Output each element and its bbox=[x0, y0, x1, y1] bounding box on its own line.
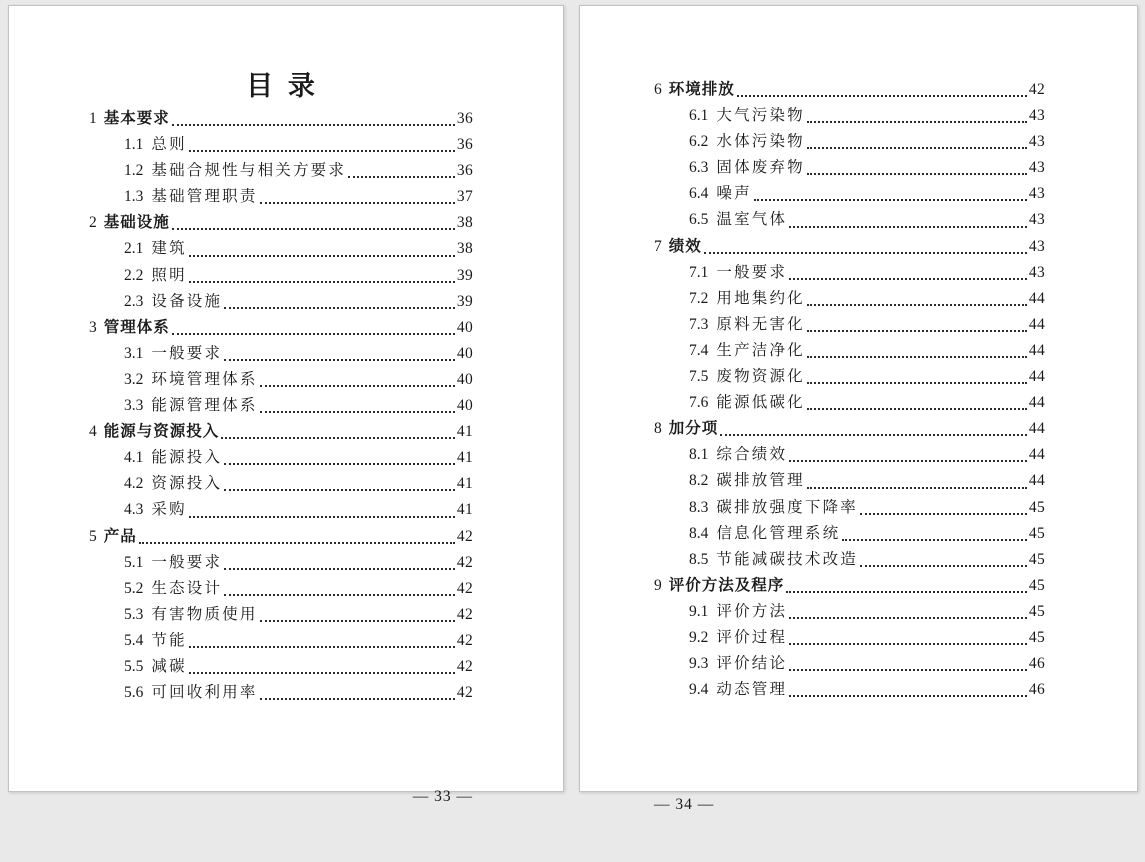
toc-leader-dots bbox=[805, 364, 1029, 390]
toc-entry-title: 基础设施 bbox=[103, 214, 170, 232]
toc-entry-title: 评价结论 bbox=[716, 655, 788, 673]
toc-entry-number: 2.1 bbox=[124, 240, 144, 258]
toc-entry-title: 综合绩效 bbox=[716, 446, 788, 464]
toc-entry-pagenum: 40 bbox=[456, 318, 473, 336]
toc-entry-number: 5.6 bbox=[124, 684, 144, 702]
toc-leader-dots bbox=[258, 680, 457, 706]
toc-entry[interactable] bbox=[654, 390, 1045, 416]
toc-leader-dots bbox=[170, 315, 457, 341]
toc-entry-pagenum: 45 bbox=[1028, 524, 1045, 542]
toc-entry-title: 减碳 bbox=[151, 657, 187, 675]
toc-entry-number: 2 bbox=[89, 214, 97, 232]
toc-leader-dots bbox=[787, 442, 1029, 468]
toc-entry-number: 8.1 bbox=[689, 446, 709, 464]
toc-entry-number: 4.3 bbox=[124, 501, 144, 519]
toc-entry-number: 5.2 bbox=[124, 579, 144, 597]
toc-entry[interactable] bbox=[89, 210, 473, 236]
toc-entry-number: 6.5 bbox=[689, 211, 709, 229]
toc-entry[interactable] bbox=[89, 445, 473, 471]
toc-entry[interactable] bbox=[89, 654, 473, 680]
toc-entry-pagenum: 43 bbox=[1028, 237, 1045, 255]
toc-entry[interactable] bbox=[89, 367, 473, 393]
toc-entry-pagenum: 36 bbox=[456, 110, 473, 127]
toc-entry[interactable] bbox=[654, 312, 1045, 338]
toc-entry[interactable] bbox=[89, 289, 473, 315]
toc-leader-dots bbox=[784, 573, 1029, 599]
toc-entry[interactable] bbox=[654, 338, 1045, 364]
page-33 bbox=[8, 5, 564, 805]
toc-entry[interactable] bbox=[654, 547, 1045, 573]
toc-leader-dots bbox=[170, 106, 457, 132]
toc-leader-dots bbox=[346, 158, 457, 184]
toc-entry-number: 8 bbox=[654, 420, 662, 438]
toc-leader-dots bbox=[222, 289, 457, 315]
toc-entry-number: 8.5 bbox=[689, 550, 709, 568]
toc-entry-title: 节能减碳技术改造 bbox=[716, 550, 858, 568]
toc-entry-pagenum: 43 bbox=[1028, 263, 1045, 281]
toc-entry-number: 3 bbox=[89, 318, 97, 336]
toc-entry-pagenum: 43 bbox=[1028, 185, 1045, 203]
toc-entry[interactable] bbox=[654, 495, 1045, 521]
toc-entry-title: 水体污染物 bbox=[716, 133, 805, 151]
toc-entry-number: 6 bbox=[654, 81, 662, 98]
toc-leader-dots bbox=[137, 524, 457, 550]
toc-leader-dots bbox=[258, 367, 457, 393]
toc-entry-pagenum: 40 bbox=[456, 344, 473, 362]
toc-entry-number: 9.3 bbox=[689, 655, 709, 673]
toc-entry-number: 7 bbox=[654, 237, 662, 255]
toc-entry-pagenum: 40 bbox=[456, 397, 473, 415]
toc-leader-dots bbox=[187, 236, 457, 262]
toc-leader-dots bbox=[787, 677, 1029, 703]
page-34 bbox=[579, 5, 1138, 813]
toc-entry-pagenum: 36 bbox=[456, 162, 473, 180]
toc-entry-number: 1.2 bbox=[124, 162, 144, 180]
toc-leader-dots bbox=[805, 286, 1029, 312]
toc-leader-dots bbox=[752, 181, 1029, 207]
toc-entry-title: 用地集约化 bbox=[716, 289, 805, 307]
toc-entry-pagenum: 43 bbox=[1028, 211, 1045, 229]
toc-entry-title: 基础合规性与相关方要求 bbox=[151, 162, 347, 180]
toc-entry[interactable] bbox=[89, 628, 473, 654]
toc-entry-title: 照明 bbox=[151, 266, 187, 284]
toc-entry-title: 有害物质使用 bbox=[151, 605, 258, 623]
toc-entry-number: 7.2 bbox=[689, 289, 709, 307]
toc-leader-dots bbox=[858, 495, 1029, 521]
toc-entry-number: 9 bbox=[654, 576, 662, 594]
toc-entry-number: 6.4 bbox=[689, 185, 709, 203]
toc-entry-pagenum: 37 bbox=[456, 188, 473, 206]
toc-leader-dots bbox=[805, 468, 1029, 494]
toc-entry-title: 固体废弃物 bbox=[716, 159, 805, 177]
toc-entry-number: 7.5 bbox=[689, 368, 709, 386]
toc-entry-pagenum: 42 bbox=[456, 553, 473, 571]
toc-entry-pagenum: 42 bbox=[456, 657, 473, 675]
toc-entry[interactable] bbox=[89, 132, 473, 158]
toc-entry[interactable] bbox=[654, 77, 1045, 103]
toc-entry-pagenum: 42 bbox=[456, 684, 473, 702]
toc-entry-number: 8.4 bbox=[689, 524, 709, 542]
toc-leader-dots bbox=[858, 547, 1029, 573]
toc-entry-title: 总则 bbox=[151, 136, 187, 154]
toc-entry-title: 碳排放管理 bbox=[716, 472, 805, 490]
toc-entry[interactable] bbox=[654, 207, 1045, 233]
toc-entry[interactable] bbox=[654, 573, 1045, 599]
toc-leader-dots bbox=[805, 338, 1029, 364]
toc-leader-dots bbox=[187, 654, 457, 680]
page-34-content bbox=[580, 77, 1137, 862]
toc-entry[interactable] bbox=[654, 468, 1045, 494]
toc-leader-dots bbox=[787, 625, 1029, 651]
toc-leader-dots bbox=[222, 471, 457, 497]
toc-leader-dots bbox=[222, 445, 457, 471]
toc-entry-pagenum: 44 bbox=[1028, 368, 1045, 386]
page-33-content bbox=[9, 69, 563, 854]
toc-entry[interactable] bbox=[89, 341, 473, 367]
toc-entry-pagenum: 44 bbox=[1028, 420, 1045, 438]
toc-entry-pagenum: 41 bbox=[456, 423, 473, 441]
toc-entry-title: 建筑 bbox=[151, 240, 187, 258]
toc-entry-title: 噪声 bbox=[716, 185, 752, 203]
toc-entry-title: 节能 bbox=[151, 631, 187, 649]
toc-entry-title: 碳排放强度下降率 bbox=[716, 498, 858, 516]
toc-entry-title: 原料无害化 bbox=[716, 315, 805, 333]
toc-entry-pagenum: 44 bbox=[1028, 341, 1045, 359]
toc-entry[interactable] bbox=[89, 576, 473, 602]
toc-entry-pagenum: 45 bbox=[1028, 498, 1045, 516]
toc-entry-title: 能源与资源投入 bbox=[103, 423, 220, 441]
toc-entry[interactable] bbox=[654, 155, 1045, 181]
toc-entry-pagenum: 44 bbox=[1028, 315, 1045, 333]
toc-title: 目 录 bbox=[246, 71, 316, 101]
toc-leader-dots bbox=[718, 416, 1029, 442]
toc-entry-title: 评价方法 bbox=[716, 602, 788, 620]
toc-leader-dots bbox=[187, 132, 457, 158]
toc-list-page-33 bbox=[89, 106, 473, 706]
toc-entry[interactable] bbox=[89, 497, 473, 523]
toc-entry-number: 1.1 bbox=[124, 136, 144, 154]
toc-entry-pagenum: 42 bbox=[456, 631, 473, 649]
toc-entry-pagenum: 42 bbox=[456, 605, 473, 623]
toc-entry-pagenum: 44 bbox=[1028, 472, 1045, 490]
toc-entry-number: 3.3 bbox=[124, 397, 144, 415]
toc-leader-dots bbox=[805, 103, 1029, 129]
toc-entry[interactable] bbox=[89, 263, 473, 289]
toc-entry-title: 能源投入 bbox=[151, 449, 223, 467]
toc-entry-number: 4.1 bbox=[124, 449, 144, 467]
toc-leader-dots bbox=[187, 263, 457, 289]
toc-leader-dots bbox=[702, 234, 1029, 260]
toc-entry-pagenum: 46 bbox=[1028, 681, 1045, 699]
toc-entry[interactable] bbox=[654, 260, 1045, 286]
toc-leader-dots bbox=[258, 184, 457, 210]
toc-entry-title: 评价方法及程序 bbox=[668, 576, 785, 594]
toc-entry-title: 动态管理 bbox=[716, 681, 788, 699]
toc-leader-dots bbox=[787, 599, 1029, 625]
toc-entry-number: 9.4 bbox=[689, 681, 709, 699]
toc-entry[interactable] bbox=[654, 442, 1045, 468]
toc-entry-number: 3.2 bbox=[124, 370, 144, 388]
toc-leader-dots bbox=[735, 77, 1029, 103]
toc-leader-dots bbox=[219, 419, 457, 445]
toc-entry-pagenum: 42 bbox=[456, 527, 473, 545]
toc-entry-number: 1.3 bbox=[124, 188, 144, 206]
toc-entry-pagenum: 45 bbox=[1028, 602, 1045, 620]
toc-entry-title: 一般要求 bbox=[716, 263, 788, 281]
toc-entry-number: 7.1 bbox=[689, 263, 709, 281]
toc-entry-title: 加分项 bbox=[668, 420, 719, 438]
toc-entry-title: 能源低碳化 bbox=[716, 394, 805, 412]
toc-entry-title: 资源投入 bbox=[151, 475, 223, 493]
toc-leader-dots bbox=[805, 129, 1029, 155]
toc-entry[interactable] bbox=[654, 416, 1045, 442]
toc-entry-number: 5.3 bbox=[124, 605, 144, 623]
toc-entry-pagenum: 36 bbox=[456, 136, 473, 154]
toc-entry-pagenum: 38 bbox=[456, 214, 473, 232]
toc-entry-title: 温室气体 bbox=[716, 211, 788, 229]
toc-list-page-34 bbox=[654, 77, 1045, 703]
toc-entry[interactable] bbox=[654, 625, 1045, 651]
toc-entry-number: 2.2 bbox=[124, 266, 144, 284]
toc-entry[interactable] bbox=[89, 602, 473, 628]
toc-entry[interactable] bbox=[654, 677, 1045, 703]
toc-entry-pagenum: 44 bbox=[1028, 446, 1045, 464]
toc-entry-number: 5.5 bbox=[124, 657, 144, 675]
toc-entry-number: 7.6 bbox=[689, 394, 709, 412]
toc-entry-number: 7.4 bbox=[689, 341, 709, 359]
folio-page-33: — 33 — bbox=[412, 788, 473, 805]
toc-entry-number: 6.3 bbox=[689, 159, 709, 177]
toc-entry-pagenum: 41 bbox=[456, 475, 473, 493]
toc-entry[interactable] bbox=[654, 364, 1045, 390]
toc-entry[interactable] bbox=[89, 106, 473, 132]
toc-entry-title: 采购 bbox=[151, 501, 187, 519]
toc-entry-number: 9.1 bbox=[689, 602, 709, 620]
toc-entry[interactable] bbox=[89, 471, 473, 497]
toc-leader-dots bbox=[787, 260, 1029, 286]
toc-entry-pagenum: 44 bbox=[1028, 289, 1045, 307]
toc-leader-dots bbox=[222, 550, 457, 576]
toc-entry[interactable] bbox=[89, 184, 473, 210]
toc-entry-title: 产品 bbox=[103, 527, 137, 545]
toc-entry-title: 评价过程 bbox=[716, 628, 788, 646]
toc-entry-title: 基本要求 bbox=[103, 110, 170, 127]
toc-entry-pagenum: 42 bbox=[1028, 81, 1045, 98]
toc-entry-title: 绩效 bbox=[668, 237, 702, 255]
toc-entry[interactable] bbox=[654, 286, 1045, 312]
toc-entry-pagenum: 39 bbox=[456, 292, 473, 310]
toc-leader-dots bbox=[187, 628, 457, 654]
toc-leader-dots bbox=[170, 210, 457, 236]
toc-entry-pagenum: 38 bbox=[456, 240, 473, 258]
toc-entry-pagenum: 40 bbox=[456, 370, 473, 388]
toc-entry-pagenum: 44 bbox=[1028, 394, 1045, 412]
toc-entry-number: 7.3 bbox=[689, 315, 709, 333]
toc-entry-number: 6.2 bbox=[689, 133, 709, 151]
toc-leader-dots bbox=[805, 155, 1029, 181]
toc-entry-pagenum: 45 bbox=[1028, 628, 1045, 646]
toc-entry[interactable] bbox=[89, 236, 473, 262]
toc-entry-title: 能源管理体系 bbox=[151, 397, 258, 415]
toc-entry-number: 5.4 bbox=[124, 631, 144, 649]
toc-leader-dots bbox=[805, 390, 1029, 416]
toc-leader-dots bbox=[187, 497, 457, 523]
toc-leader-dots bbox=[258, 602, 457, 628]
toc-entry-title: 一般要求 bbox=[151, 344, 223, 362]
toc-entry-pagenum: 43 bbox=[1028, 107, 1045, 125]
toc-entry-number: 4 bbox=[89, 423, 97, 441]
toc-entry-number: 5.1 bbox=[124, 553, 144, 571]
toc-entry-number: 1 bbox=[89, 110, 97, 127]
toc-entry-title: 设备设施 bbox=[151, 292, 223, 310]
toc-entry-title: 信息化管理系统 bbox=[716, 524, 841, 542]
toc-entry[interactable] bbox=[89, 393, 473, 419]
toc-entry-pagenum: 39 bbox=[456, 266, 473, 284]
toc-entry[interactable] bbox=[654, 651, 1045, 677]
toc-entry-title: 可回收利用率 bbox=[151, 684, 258, 702]
toc-entry-pagenum: 45 bbox=[1028, 550, 1045, 568]
toc-leader-dots bbox=[222, 341, 457, 367]
toc-entry-title: 环境管理体系 bbox=[151, 370, 258, 388]
folio-page-34: — 34 — bbox=[654, 796, 715, 813]
toc-entry-title: 一般要求 bbox=[151, 553, 223, 571]
toc-leader-dots bbox=[840, 521, 1029, 547]
toc-entry[interactable] bbox=[89, 419, 473, 445]
toc-entry-title: 生产洁净化 bbox=[716, 341, 805, 359]
toc-entry-number: 9.2 bbox=[689, 628, 709, 646]
toc-entry[interactable] bbox=[89, 550, 473, 576]
toc-entry-pagenum: 46 bbox=[1028, 655, 1045, 673]
toc-entry[interactable] bbox=[654, 234, 1045, 260]
toc-entry-title: 基础管理职责 bbox=[151, 188, 258, 206]
toc-entry-number: 5 bbox=[89, 527, 97, 545]
toc-entry-number: 8.2 bbox=[689, 472, 709, 490]
toc-entry[interactable] bbox=[654, 103, 1045, 129]
toc-entry-title: 大气污染物 bbox=[716, 107, 805, 125]
toc-entry-number: 6.1 bbox=[689, 107, 709, 125]
toc-entry[interactable] bbox=[89, 158, 473, 184]
toc-entry-title: 环境排放 bbox=[668, 81, 735, 98]
toc-entry-pagenum: 45 bbox=[1028, 576, 1045, 594]
toc-entry-title: 管理体系 bbox=[103, 318, 170, 336]
toc-entry-pagenum: 41 bbox=[456, 449, 473, 467]
toc-entry[interactable] bbox=[89, 315, 473, 341]
toc-entry[interactable] bbox=[654, 129, 1045, 155]
toc-entry-pagenum: 43 bbox=[1028, 159, 1045, 177]
toc-entry-pagenum: 42 bbox=[456, 579, 473, 597]
toc-leader-dots bbox=[805, 312, 1029, 338]
toc-entry-number: 3.1 bbox=[124, 344, 144, 362]
toc-entry-number: 4.2 bbox=[124, 475, 144, 493]
toc-entry[interactable] bbox=[89, 680, 473, 706]
toc-entry-pagenum: 41 bbox=[456, 501, 473, 519]
toc-entry-title: 生态设计 bbox=[151, 579, 223, 597]
toc-entry[interactable] bbox=[654, 181, 1045, 207]
toc-entry-pagenum: 43 bbox=[1028, 133, 1045, 151]
toc-leader-dots bbox=[222, 576, 457, 602]
toc-leader-dots bbox=[787, 651, 1029, 677]
toc-entry[interactable] bbox=[654, 599, 1045, 625]
toc-leader-dots bbox=[258, 393, 457, 419]
toc-entry-title: 废物资源化 bbox=[716, 368, 805, 386]
toc-entry-number: 2.3 bbox=[124, 292, 144, 310]
toc-entry[interactable] bbox=[89, 524, 473, 550]
toc-leader-dots bbox=[787, 207, 1029, 233]
toc-entry-number: 8.3 bbox=[689, 498, 709, 516]
toc-entry[interactable] bbox=[654, 521, 1045, 547]
